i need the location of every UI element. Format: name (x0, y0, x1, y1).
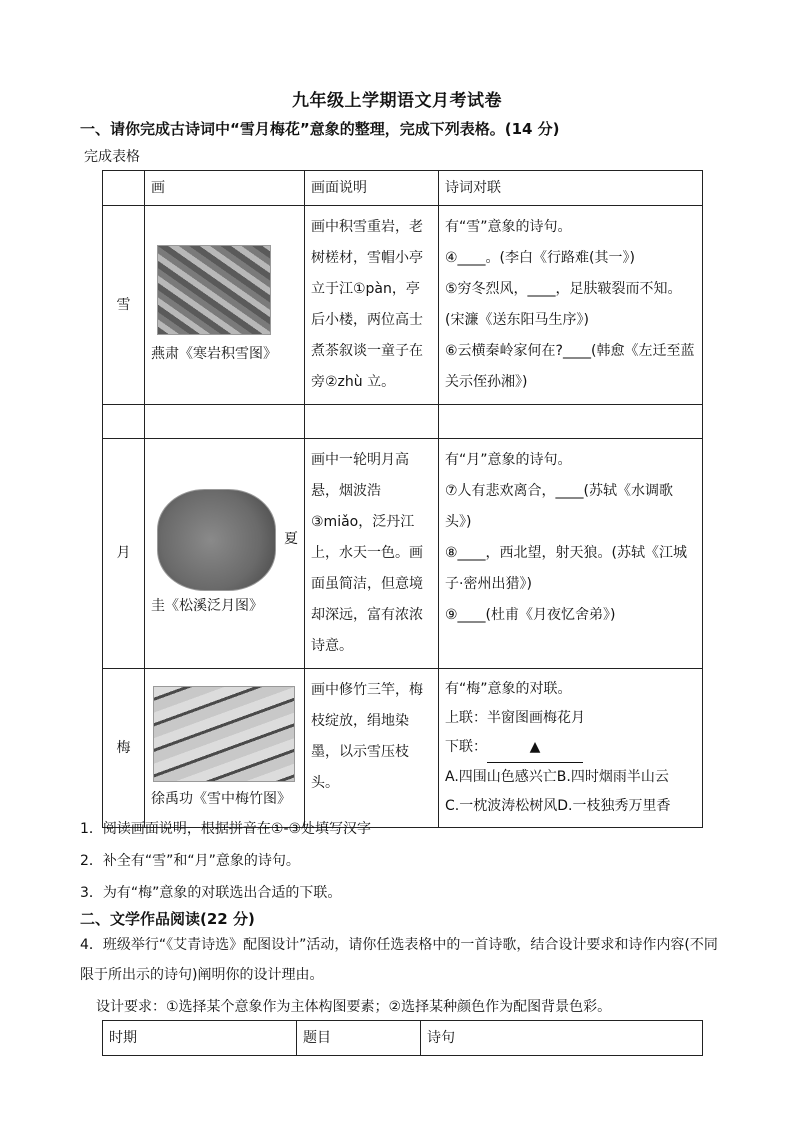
poem-selection-table (102, 1020, 703, 1056)
couplet-plum (439, 669, 703, 828)
plum-row (103, 669, 703, 828)
snow-row (103, 206, 703, 405)
painting-cell-moon (145, 439, 305, 669)
triangle-mark: ▲ (529, 739, 541, 755)
option-c: C.一枕波涛松树风 (445, 798, 558, 814)
snow-line-4: ④____。(李白《行路难(其一》) (445, 250, 635, 266)
moon-line-9: ⑨____(杜甫《月夜忆舍弟》) (445, 607, 616, 623)
poems-moon (439, 439, 703, 669)
desc-snow: 画中积雪重岩，老树槎材，雪帽小亭立于江①pàn，亭后小楼，两位高士煮茶叙谈一童子在旁②zhù 立。 (305, 206, 439, 405)
painting-title-moon: 圭《松溪泛月图》 (151, 598, 263, 614)
moon-poem-intro: 有“月”意象的诗句。 (445, 452, 572, 468)
options-cd (445, 792, 696, 821)
section-2-heading: 二、文学作品阅读(22 分) (80, 910, 255, 928)
snow-poem-intro: 有“雪”意象的诗句。 (445, 219, 572, 235)
painting-cell-snow (145, 206, 305, 405)
answer-blank[interactable] (487, 733, 583, 763)
painting-title-snow: 燕肃《寒岩积雪图》 (151, 345, 277, 362)
empty-cell (439, 405, 703, 439)
question-4-line-2: 限于所出示的诗句)阐明你的设计理由。 (80, 967, 324, 983)
option-b: B.四时烟雨半山云 (556, 769, 669, 785)
empty-cell (145, 405, 305, 439)
design-requirements: 设计要求：①选择某个意象作为主体构图要素；②选择某种颜色作为配图背景色彩。 (96, 999, 612, 1015)
header-period: 时期 (103, 1021, 297, 1056)
painting-title-plum: 徐禹功《雪中梅竹图》 (151, 790, 291, 807)
section-1-heading: 一、请你完成古诗词中“雪月梅花”意象的整理，完成下列表格。(14 分) (80, 120, 560, 138)
row-label-moon: 月 (103, 439, 145, 669)
plum-upper-line: 上联：半窗图画梅花月 (445, 710, 585, 726)
table-header-row (103, 171, 703, 206)
desc-moon: 画中一轮明月高悬，烟波浩③miǎo，泛丹江上，水天一色。画面虽简洁，但意境却深远，富有浓浓诗意。 (305, 439, 439, 669)
snow-painting-image (157, 245, 271, 335)
plum-couplet-intro: 有“梅”意象的对联。 (445, 681, 572, 697)
row-label-plum: 梅 (103, 669, 145, 828)
snow-line-6: ⑥云横秦岭家何在?____(韩愈《左迁至蓝关示侄孙湘》) (445, 343, 695, 390)
moon-painting-image (157, 489, 276, 591)
selection-header-row (103, 1021, 703, 1056)
header-title: 题目 (297, 1021, 421, 1056)
header-description: 画面说明 (305, 171, 439, 206)
header-verse: 诗句 (421, 1021, 703, 1056)
header-cell-empty (103, 171, 145, 206)
question-1: 1．阅读画面说明，根据拼音在①-③处填写汉字 (80, 821, 372, 837)
empty-row (103, 405, 703, 439)
option-a: A.四围山色感兴亡 (445, 769, 557, 785)
question-3: 3．为有“梅”意象的对联选出合适的下联。 (80, 885, 342, 901)
header-painting: 画 (145, 171, 305, 206)
moon-line-7: ⑦人有悲欢离合，____(苏轼《水调歌头》) (445, 483, 674, 530)
option-d: D.一枝独秀万里香 (557, 798, 671, 814)
painting-cell-plum (145, 669, 305, 828)
imagery-table (102, 170, 703, 828)
plum-painting-image (153, 686, 295, 782)
moon-line-8: ⑧____，西北望，射天狼。(苏轼《江城子·密州出猎》) (445, 545, 688, 592)
empty-cell (305, 405, 439, 439)
snow-line-5: ⑤穷冬烈风，____，足肤皲裂而不知。(宋濂《送东阳马生序》) (445, 281, 682, 328)
desc-plum: 画中修竹三竿，梅枝绽放，绢地染墨，以示雪压枝头。 (305, 669, 439, 828)
painting-title-moon-start: 夏 (284, 531, 298, 547)
lower-prefix: 下联： (445, 739, 487, 755)
empty-cell (103, 405, 145, 439)
options-ab (445, 763, 696, 792)
page-title: 九年级上学期语文月考试卷 (292, 91, 502, 111)
question-4-line-1: 4．班级举行“《艾青诗选》配图设计”活动，请你任选表格中的一首诗歌，结合设计要求和诗作内容(不同 (80, 937, 718, 953)
plum-lower-line (445, 733, 696, 763)
row-label-snow: 雪 (103, 206, 145, 405)
header-poems: 诗词对联 (439, 171, 703, 206)
poems-snow (439, 206, 703, 405)
moon-row (103, 439, 703, 669)
table-caption: 完成表格 (84, 149, 140, 165)
question-2: 2．补全有“雪”和“月”意象的诗句。 (80, 853, 300, 869)
